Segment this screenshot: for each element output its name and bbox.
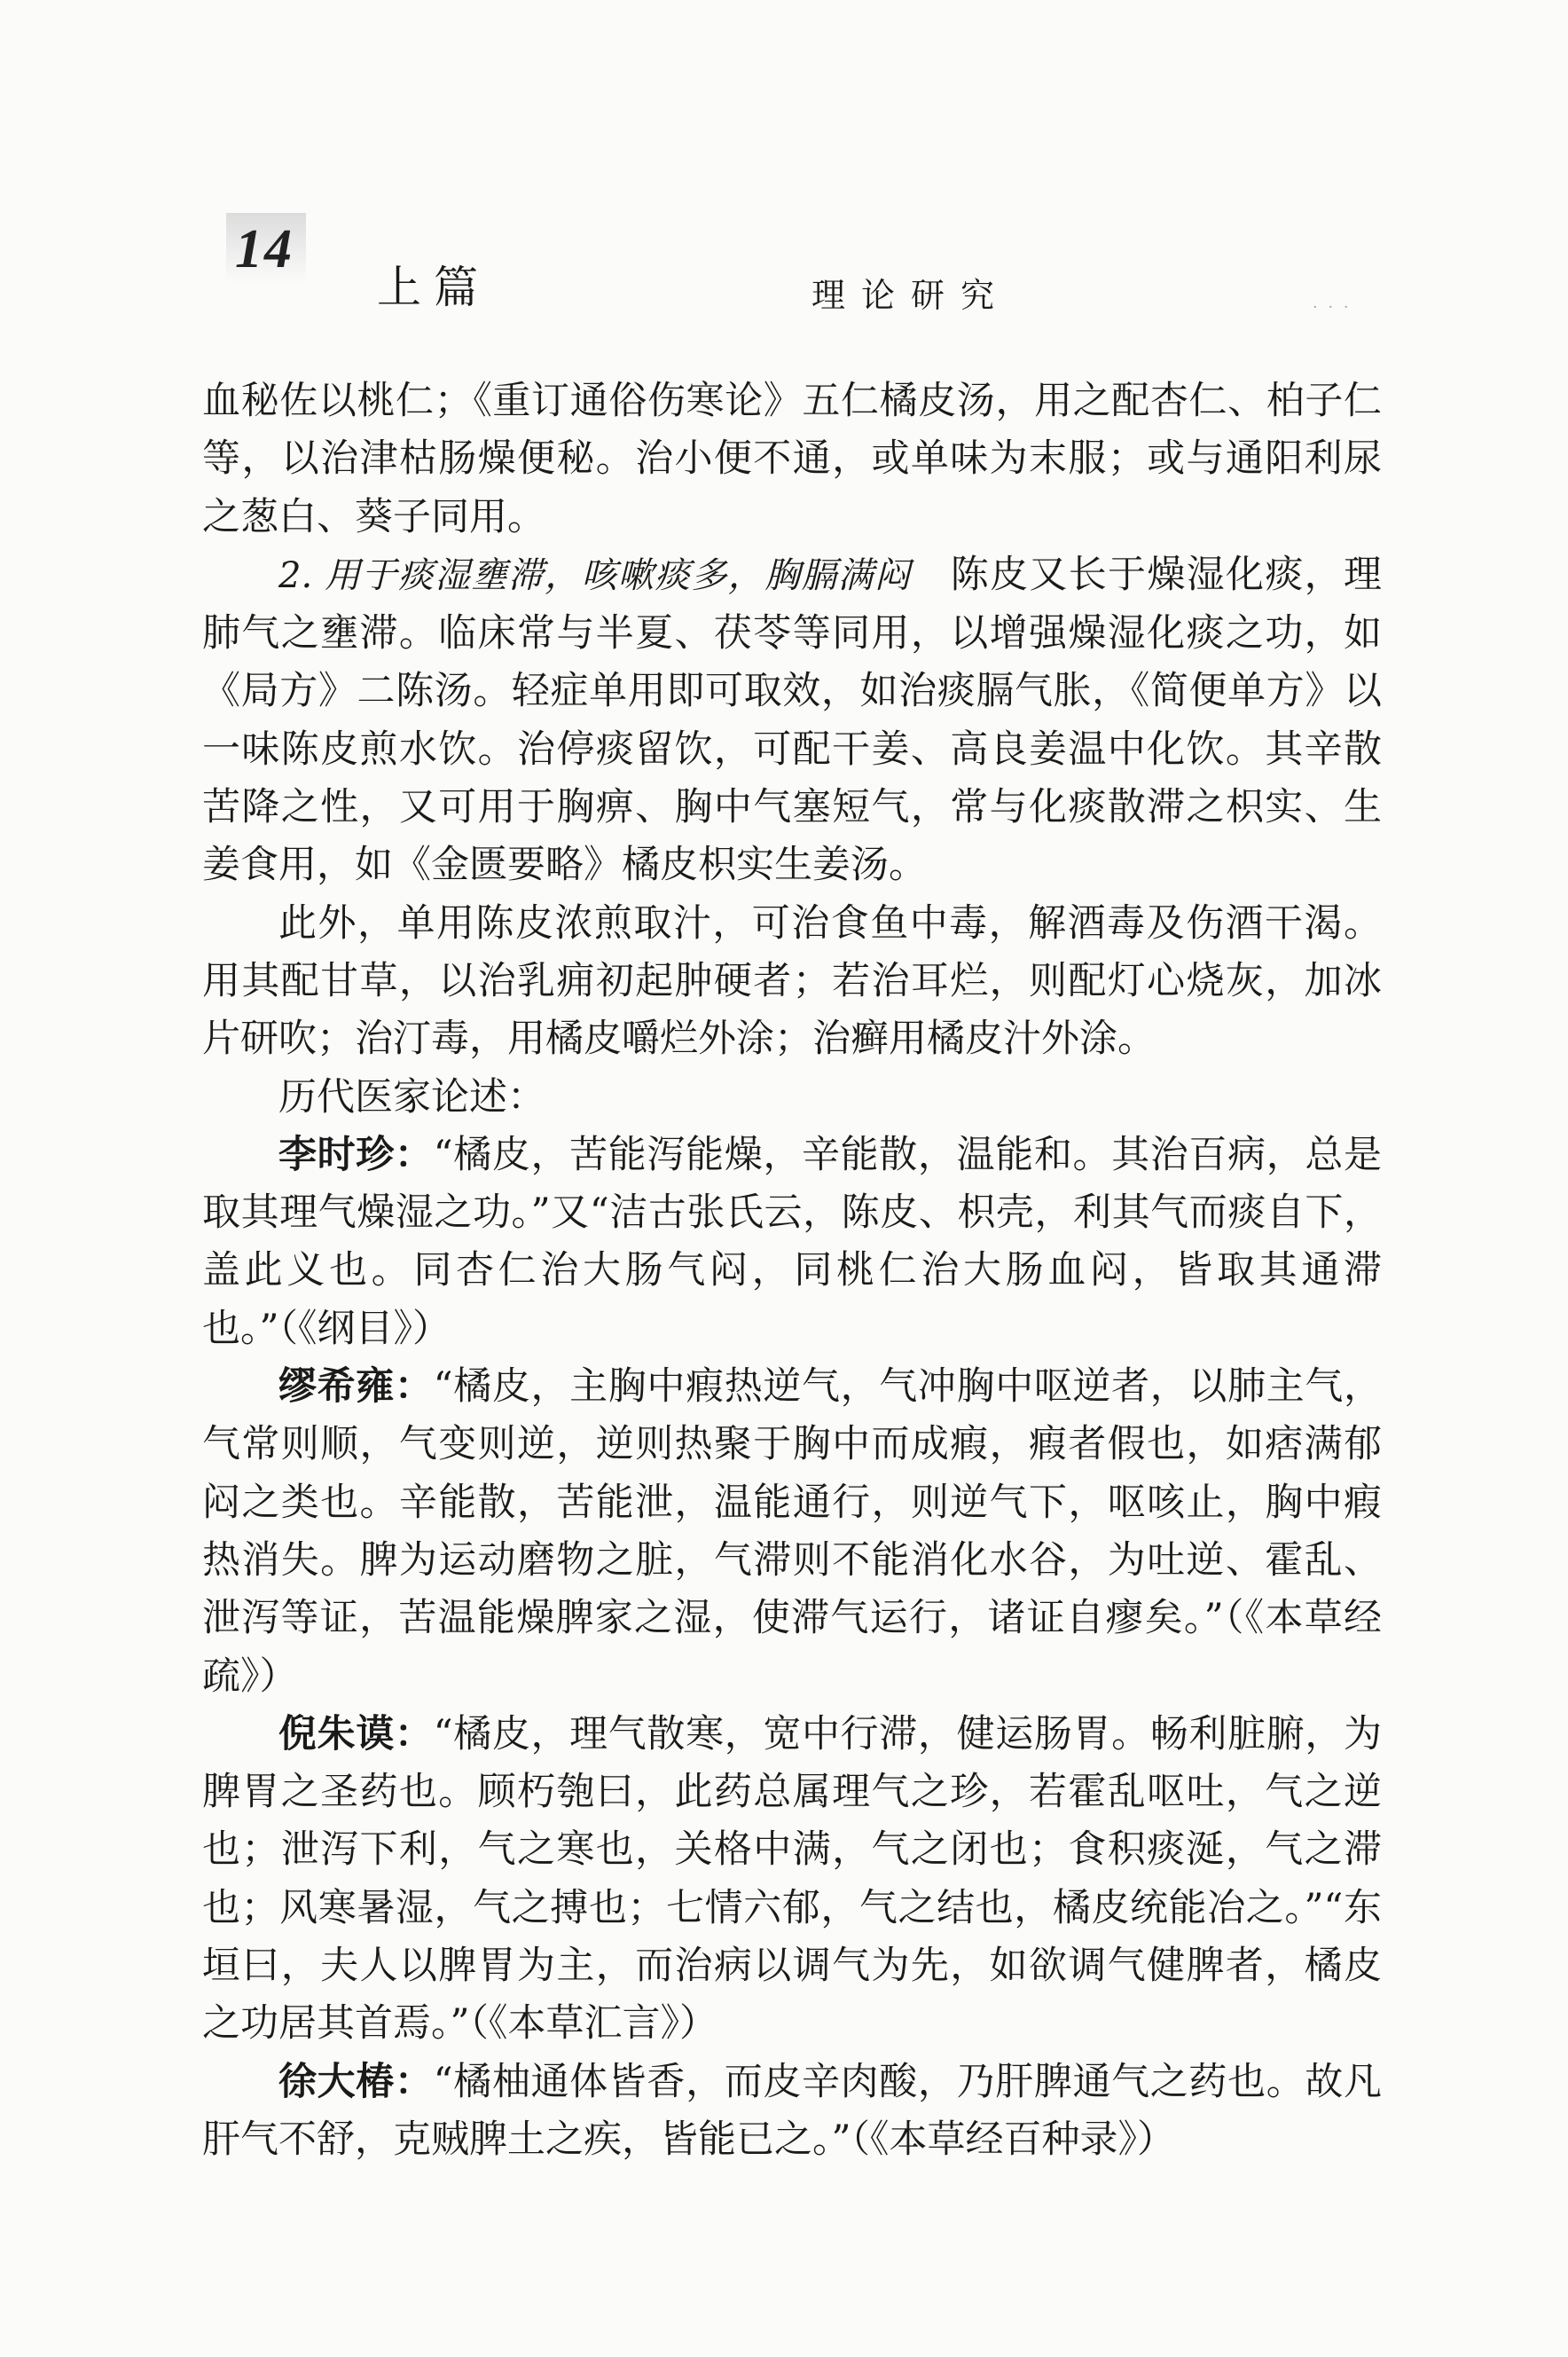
author-name: 徐大椿： [278,2059,434,2104]
paragraph-text: “橘皮，主胸中瘕热逆气，气冲胸中呕逆者，以肺主气，气常则顺，气变则逆，逆则热聚于胸中而成瘕，瘕者假也，如痞满郁闷之类也。辛能散，苦能泄，温能通行，则逆气下，呕咳止，胸中瘕热消失。脾为运动磨物之脏，气滞则不能消化水谷，为吐逆、霍乱、泄泻等证，苦温能燥脾家之湿，使滞气运行，诸证自瘳矣。”（《本草经疏》） [202,1364,1383,1699]
page-header [226,213,1397,319]
author-name: 倪朱谟： [278,1711,434,1756]
corner-mark: · · · [1313,298,1352,317]
author-name: 缪希雍： [278,1364,434,1410]
paragraph-text: “橘柚通体皆香，而皮辛肉酸，乃肝脾通气之药也。故凡肝气不舒，克贼脾土之疾，皆能已之。”（《本草经百种录》） [202,2059,1383,2162]
author-name: 李时珍： [278,1132,434,1177]
section-title: 理论研究 [811,276,1011,315]
paragraph-text: 历代医家论述： [278,1074,545,1120]
page-number: 14 [226,213,306,283]
paragraph-text: 此外，单用陈皮浓煎取汁，可治食鱼中毒，解酒毒及伤酒干渴。用其配甘草，以治乳痈初起肿硬者；若治耳烂，则配灯心烧灰，加冰片研吹；治汀毒，用橘皮嚼烂外涂；治癣用橘皮汁外涂。 [202,900,1382,1062]
paragraph-text: 陈皮又长于燥湿化痰，理肺气之壅滞。临床常与半夏、茯苓等同用，以增强燥湿化痰之功，如《局方》二陈汤。轻症单用即可取效，如治痰膈气胀，《简便单方》以一味陈皮煎水饮。治停痰留饮，可配干姜、高良姜温中化饮。其辛散苦降之性，又可用于胸痹、胸中气塞短气，常与化痰散滞之枳实、生姜食用，如《金匮要略》橘皮枳实生姜汤。 [202,552,1383,888]
paragraph-commentary-intro [202,1069,1382,1127]
paragraph-xu-dachun [202,2054,1382,2170]
paragraph-li-shizhen [202,1127,1382,1358]
paragraph-text: 血秘佐以桃仁；《重订通俗伤寒论》五仁橘皮汤，用之配杏仁、柏子仁等，以治津枯肠燥便秘。治小便不通，或单味为末服；或与通阳利尿之葱白、葵子同用。 [202,379,1382,539]
section-heading: 2. 用于痰湿壅滞，咳嗽痰多，胸膈满闷 [278,554,912,596]
part-title: 上篇 [377,262,490,313]
paragraph-text: “橘皮，苦能泻能燥，辛能散，温能和。其治百病，总是取其理气燥湿之功。”又“洁古张氏云，陈皮、枳壳，利其气而痰自下，盖此义也。同杏仁治大肠气闷，同桃仁治大肠血闷，皆取其通滞也。”（《纲目》） [202,1132,1383,1351]
paragraph-phlegm-damp [202,546,1382,895]
paragraph-other-uses [202,895,1382,1069]
body-text [202,373,1382,2169]
paragraph-continuation [202,373,1382,546]
paragraph-ni-zhumo [202,1706,1382,2054]
paragraph-miao-xiyong [202,1358,1382,1706]
paragraph-text: “橘皮，理气散寒，宽中行滞，健运肠胃。畅利脏腑，为脾胃之圣药也。顾朽匏曰，此药总属理气之珍，若霍乱呕吐，气之逆也；泄泻下利，气之寒也，关格中满，气之闭也；食积痰涎，气之滞也；风寒暑湿，气之搏也；七情六郁，气之结也，橘皮统能冶之。”“东垣曰，夫人以脾胃为主，而治病以调气为先，如欲调气健脾者，橘皮之功居其首焉。”（《本草汇言》） [202,1711,1383,2047]
